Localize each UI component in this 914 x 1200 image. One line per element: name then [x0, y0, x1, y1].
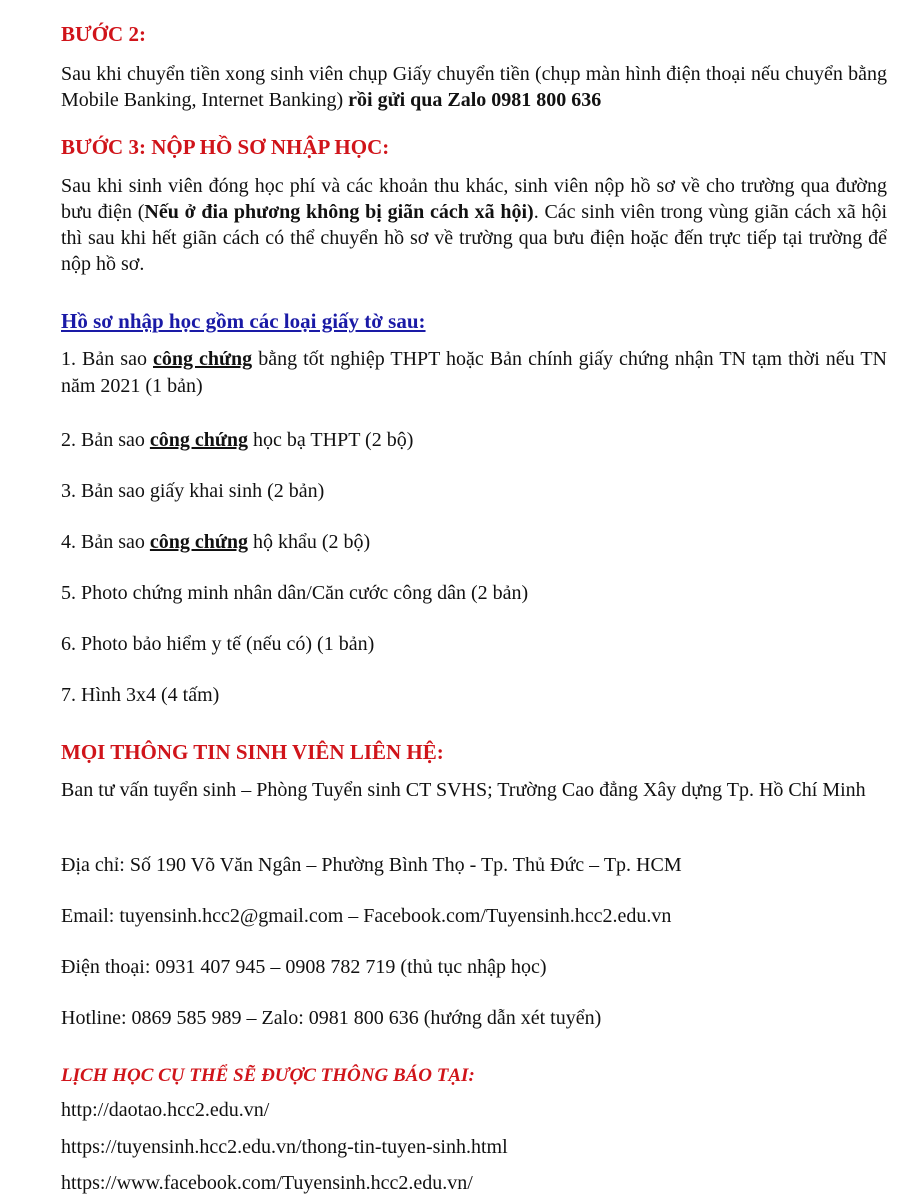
item1-a: 1. Bản sao [61, 348, 153, 370]
step2-heading: BƯỚC 2: [61, 22, 146, 46]
contact-office: Ban tư vấn tuyển sinh – Phòng Tuyển sinh CT SVHS; Trường Cao đẳng Xây dựng Tp. Hồ Chí Minh [61, 779, 866, 801]
item2-notarized: công chứng [149, 429, 249, 451]
item1-c: bằng tốt nghiệp THPT hoặc Bản chính giấy chứng nhận TN tạm thời nếu TN năm 2021 (1 bản) [61, 348, 888, 397]
step3-paragraph [61, 173, 887, 277]
document-item-7: 7. Hình 3x4 (4 tấm) [61, 684, 220, 706]
step2-paragraph [61, 61, 887, 113]
document-item-1 [61, 346, 887, 400]
schedule-heading-text: LỊCH HỌC CỤ THỂ SẼ ĐƯỢC THÔNG BÁO TẠI: [61, 1065, 475, 1086]
schedule-link-facebook[interactable]: https://www.facebook.com/Tuyensinh.hcc2.edu.vn/ [61, 1172, 473, 1194]
document-item-4 [61, 529, 887, 555]
document-item-3: 3. Bản sao giấy khai sinh (2 bản) [61, 480, 325, 502]
contact-hotline: Hotline: 0869 585 989 – Zalo: 0981 800 636 (hướng dẫn xét tuyển) [61, 1007, 602, 1029]
step3-bold-note: Nếu ở đia phương không bị giãn cách xã hội) [144, 201, 534, 223]
step2-zalo-bold: rồi gửi qua Zalo 0981 800 636 [348, 89, 602, 111]
documents-heading-text: Hồ sơ nhập học gồm các loại giấy tờ sau: [61, 309, 426, 333]
step3-text-a: Sau khi sinh viên đóng học phí và các khoản thu khác, sinh viên nộp hồ sơ về cho trường qua đường bưu điện ( [61, 175, 887, 223]
item2-c: học bạ THPT (2 bộ) [248, 429, 414, 451]
document-item-6: 6. Photo bảo hiểm y tế (nếu có) (1 bản) [61, 633, 375, 655]
contact-address: Địa chỉ: Số 190 Võ Văn Ngân – Phường Bình Thọ - Tp. Thủ Đức – Tp. HCM [61, 854, 682, 876]
item1-notarized: công chứng [153, 348, 253, 370]
step3-heading: BƯỚC 3: NỘP HỒ SƠ NHẬP HỌC: [61, 135, 390, 159]
item4-a: 4. Bản sao [61, 531, 150, 553]
item2-a: 2. Bản sao [61, 429, 150, 451]
schedule-link-daotao[interactable]: http://daotao.hcc2.edu.vn/ [61, 1099, 270, 1121]
schedule-link-tuyensinh[interactable]: https://tuyensinh.hcc2.edu.vn/thong-tin-tuyen-sinh.html [61, 1136, 508, 1158]
item4-c: hộ khẩu (2 bộ) [248, 531, 371, 553]
document-item-5: 5. Photo chứng minh nhân dân/Căn cước công dân (2 bản) [61, 582, 529, 604]
documents-heading [61, 308, 887, 335]
contact-heading: MỌI THÔNG TIN SINH VIÊN LIÊN HỆ: [61, 740, 444, 764]
contact-email: Email: tuyensinh.hcc2@gmail.com – Facebook.com/Tuyensinh.hcc2.edu.vn [61, 905, 672, 927]
document-item-2 [61, 427, 887, 453]
step3-text-b: . Các sinh viên trong vùng giãn cách xã hội thì sau khi hết giãn cách có thể chuyển hồ sơ về trường qua bưu điện hoặc đến trực tiếp tại trường để nộp hồ sơ. [61, 201, 887, 275]
item4-notarized: công chứng [149, 531, 249, 553]
schedule-heading [61, 1062, 887, 1089]
step2-text: Sau khi chuyển tiền xong sinh viên chụp Giấy chuyển tiền (chụp màn hình điện thoại nếu chuyển bằng Mobile Banking, Internet Banking) [61, 63, 887, 111]
contact-phone: Điện thoại: 0931 407 945 – 0908 782 719 (thủ tục nhập học) [61, 956, 547, 978]
